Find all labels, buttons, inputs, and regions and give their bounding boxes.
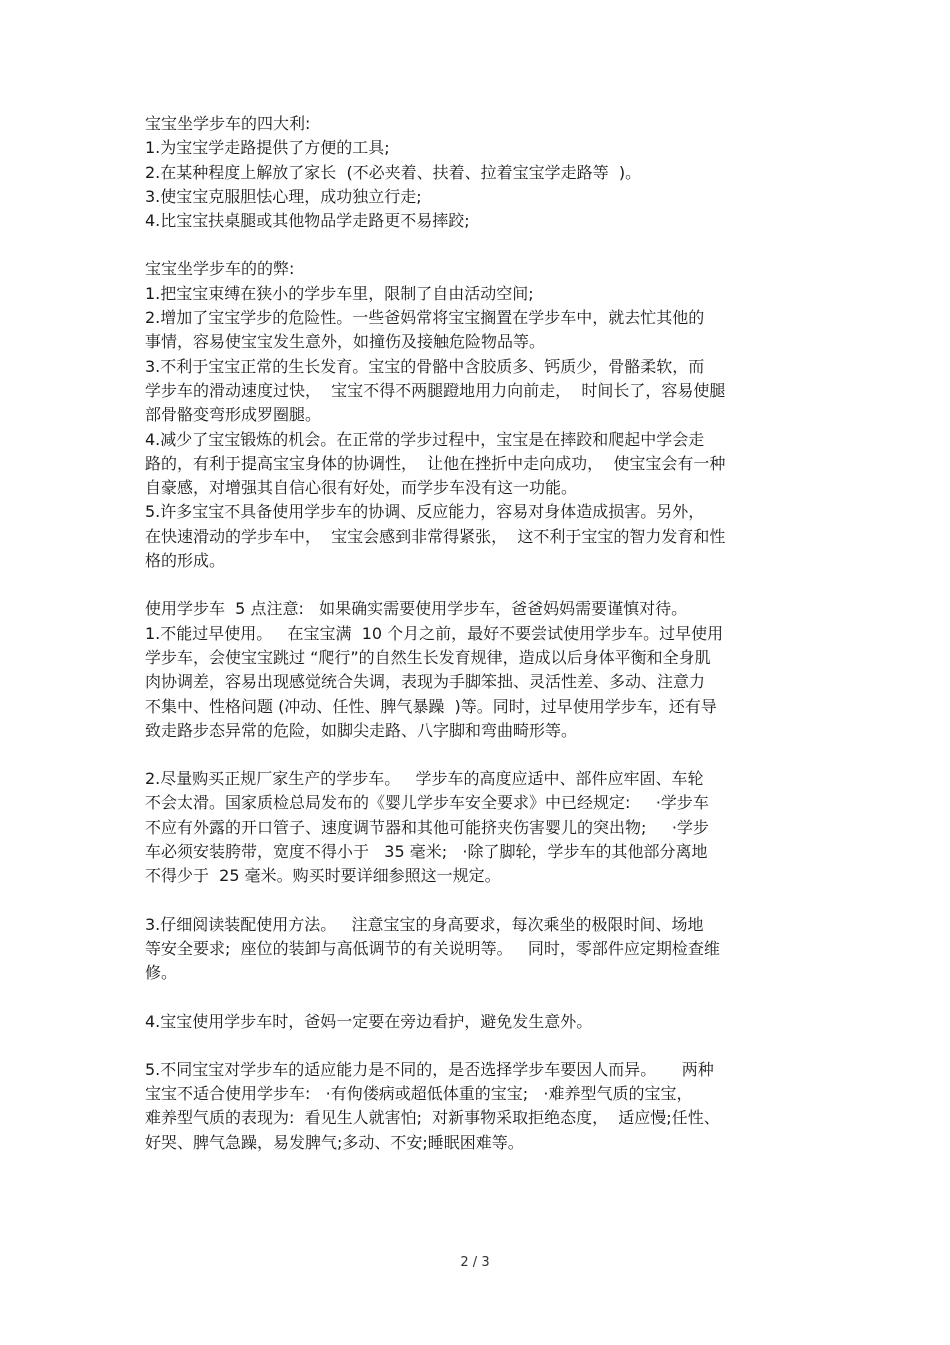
section-heading: 宝宝坐学步车的四大利:	[145, 114, 311, 133]
text-line: 3.仔细阅读装配使用方法。 注意宝宝的身高要求，每次乘坐的极限时间、场地	[145, 914, 704, 934]
paragraph-gap	[145, 1034, 810, 1058]
text-line: 5.不同宝宝对学步车的适应能力是不同的，是否选择学步车要因人而异。 两种	[145, 1059, 714, 1079]
section-heading: 宝宝坐学步车的的弊:	[145, 259, 295, 279]
text-line: 1.为宝宝学走路提供了方便的工具;	[145, 138, 390, 158]
text-line: 等安全要求; 座位的装卸与高低调节的有关说明等。 同时，零部件应定期检查维	[145, 938, 720, 958]
text-line: 路的，有利于提高宝宝身体的协调性， 让他在挫折中走向成功， 使宝宝会有一种	[145, 453, 726, 473]
text-line: 4.宝宝使用学步车时，爸妈一定要在旁边看护，避免发生意外。	[145, 1011, 593, 1031]
text-line: 不应有外露的开口管子、速度调节器和其他可能挤夹伤害婴儿的突出物; ·学步	[145, 817, 709, 837]
page-number: 2 / 3	[460, 1255, 490, 1270]
document-body	[145, 112, 810, 1155]
text-line: 学步车的滑动速度过快， 宝宝不得不两腿蹬地用力向前走， 时间长了，容易使腿	[145, 380, 726, 400]
text-line: 2.增加了宝宝学步的危险性。一些爸妈常将宝宝搁置在学步车中，就去忙其他的	[145, 308, 705, 328]
section-heading: 使用学步车 5 点注意: 如果确实需要使用学步车，爸爸妈妈需要谨慎对待。	[145, 599, 688, 619]
text-line: 不集中、性格问题 (冲动、任性、脾气暴躁 )等。同时，过早使用学步车，还有导	[145, 696, 717, 716]
text-line: 难养型气质的表现为: 看见生人就害怕; 对新事物采取拒绝态度， 适应慢;任性、	[145, 1108, 720, 1128]
section-advantages	[145, 112, 810, 233]
section-precautions	[145, 597, 810, 743]
text-line: 自豪感，对增强其自信心很有好处，而学步车没有这一功能。	[145, 478, 578, 498]
text-line: 好哭、脾气急躁，易发脾气;多动、不安;睡眠困难等。	[145, 1132, 524, 1152]
text-line: 在快速滑动的学步车中， 宝宝会感到非常得紧张， 这不利于宝宝的智力发育和性	[145, 526, 726, 546]
text-line: 2.尽量购买正规厂家生产的学步车。 学步车的高度应适中、部件应牢固、车轮	[145, 769, 704, 789]
text-line: 修。	[145, 963, 178, 983]
text-line: 1.把宝宝束缚在狭小的学步车里，限制了自由活动空间;	[145, 283, 534, 303]
section-precaution-4	[145, 1010, 810, 1034]
text-line: 肉协调差，容易出现感觉统合失调，表现为手脚笨拙、灵活性差、多动、注意力	[145, 672, 706, 692]
text-line: 2.在某种程度上解放了家长 (不必夹着、扶着、拉着宝宝学走路等 )。	[145, 162, 642, 182]
text-line: 学步车，会使宝宝跳过 “爬行”的自然生长发育规律，造成以后身体平衡和全身肌	[145, 647, 711, 667]
section-precaution-3	[145, 913, 810, 986]
text-line: 3.不利于宝宝正常的生长发育。宝宝的骨骼中含胶质多、钙质少，骨骼柔软，而	[145, 356, 705, 376]
text-line: 宝宝不适合使用学步车: ·有佝偻病或超低体重的宝宝; ·难养型气质的宝宝，	[145, 1084, 693, 1104]
text-line: 5.许多宝宝不具备使用学步车的协调、反应能力，容易对身体造成损害。另外，	[145, 502, 705, 522]
section-disadvantages	[145, 257, 810, 573]
text-line: 不得少于 25 毫米。购买时要详细参照这一规定。	[145, 866, 501, 886]
text-line: 致走路步态异常的危险，如脚尖走路、八字脚和弯曲畸形等。	[145, 720, 578, 740]
text-line: 车必须安装胯带，宽度不得小于 35 毫米; ·除了脚轮，学步车的其他部分离地	[145, 842, 708, 862]
text-line: 1.不能过早使用。 在宝宝满 10 个月之前，最好不要尝试使用学步车。过早使用	[145, 623, 724, 643]
paragraph-gap	[145, 986, 810, 1010]
paragraph-gap	[145, 233, 810, 257]
text-line: 4.减少了宝宝锻炼的机会。在正常的学步过程中，宝宝是在摔跤和爬起中学会走	[145, 429, 705, 449]
section-precaution-5	[145, 1058, 810, 1155]
paragraph-gap	[145, 573, 810, 597]
text-line: 格的形成。	[145, 551, 226, 571]
text-line: 3.使宝宝克服胆怯心理，成功独立行走;	[145, 186, 422, 206]
text-line: 4.比宝宝扶桌腿或其他物品学走路更不易摔跤;	[145, 211, 470, 231]
text-line: 不会太滑。国家质检总局发布的《婴儿学步车安全要求》中已经规定: ·学步车	[145, 793, 709, 813]
paragraph-gap	[145, 889, 810, 913]
paragraph-gap	[145, 743, 810, 767]
text-line: 部骨骼变弯形成罗圈腿。	[145, 405, 322, 425]
section-precaution-2	[145, 767, 810, 888]
text-line: 事情，容易使宝宝发生意外，如撞伤及接触危险物品等。	[145, 332, 546, 352]
